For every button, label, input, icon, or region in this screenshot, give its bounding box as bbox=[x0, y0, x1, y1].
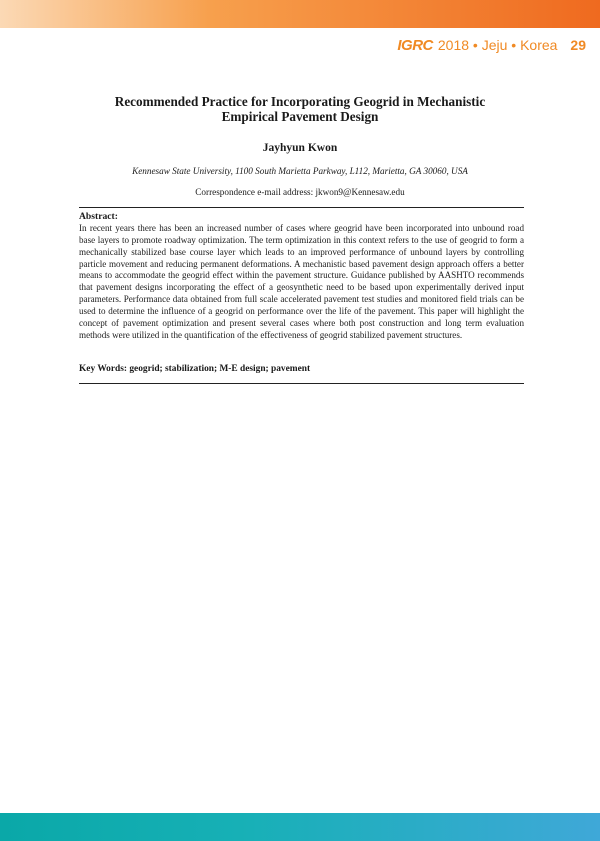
keywords: Key Words: geogrid; stabilization; M-E design; pavement bbox=[79, 364, 311, 374]
footer-color-band bbox=[0, 813, 600, 841]
author-affiliation: Kennesaw State University, 1100 South Marietta Parkway, L112, Marietta, GA 30060, USA bbox=[132, 166, 468, 176]
conference-header bbox=[397, 35, 586, 55]
paper-title bbox=[80, 94, 520, 124]
title-line-1: Recommended Practice for Incorporating Geogrid in Mechanistic bbox=[114, 94, 486, 109]
author-name: Jayhyun Kwon bbox=[262, 142, 338, 154]
abstract-body: In recent years there has been an increased number of cases where geogrid have been incorporated into unbound road base layers to promote roadway optimization. The term optimization in this context refers to the use of geogrid to form a mechanically stabilized base course layer which leads to an improved performance of unbound layers by controlling particle movement and reducing permanent deformations. A mechanistic based pavement design approach offers a better means to accommodate the geogrid effect within the pavement structure. Guidance published by AASHTO recommends that pavement designs incorporating the effect of a geosynthetic need to be based upon experimentally derived input parameters. Performance data obtained from full scale accelerated pavement test studies and monitored field trials can be used to determine the influence of a geogrid on performance over the life of the pavement. This paper will highlight the concept of pavement optimization and present several cases where both post construction and long term evaluation methods were utilized in the quantification of the effectiveness of geogrid stabilized pavement structures. bbox=[79, 223, 524, 340]
correspondence-email: Correspondence e-mail address: jkwon9@Kennesaw.edu bbox=[195, 187, 405, 197]
abstract-heading: Abstract: bbox=[79, 211, 118, 222]
abstract-top-rule bbox=[79, 207, 524, 208]
conference-info: 2018 • Jeju • Korea bbox=[437, 37, 558, 53]
keywords-bottom-rule bbox=[79, 383, 524, 384]
page-number: 29 bbox=[570, 37, 586, 53]
title-line-2: Empirical Pavement Design bbox=[221, 109, 379, 124]
header-color-band bbox=[0, 0, 600, 28]
conference-logo: IGRC bbox=[397, 36, 433, 54]
